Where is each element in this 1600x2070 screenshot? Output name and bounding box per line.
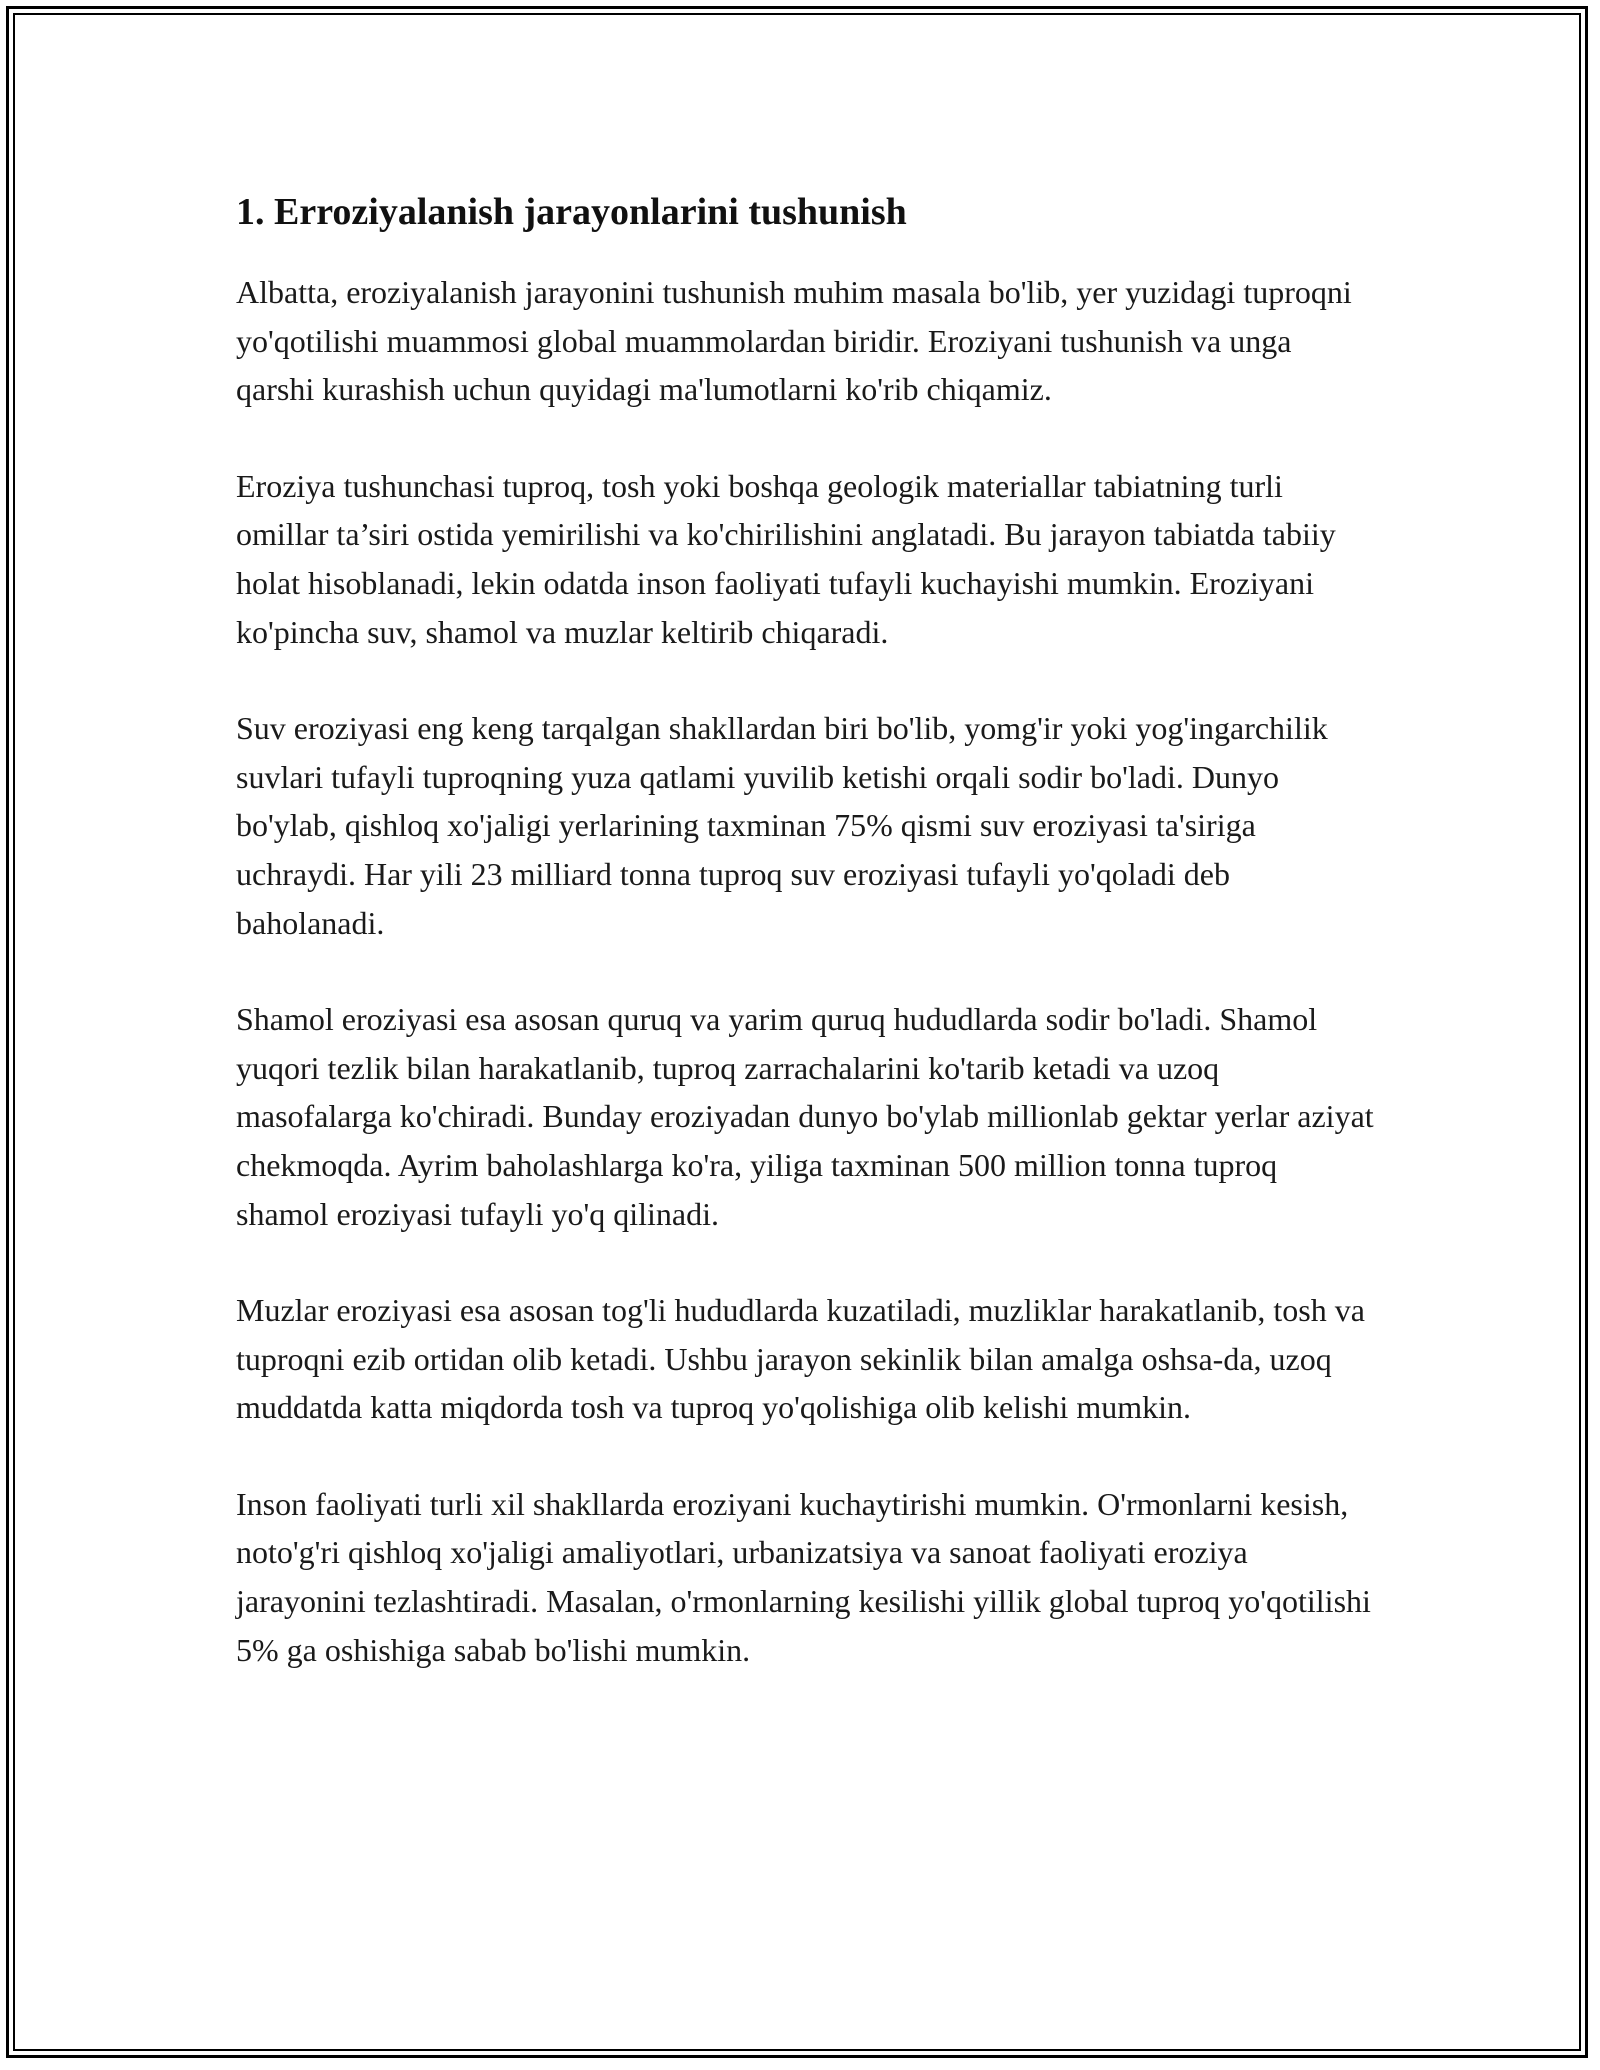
paragraph-human-activity: Inson faoliyati turli xil shakllarda eroziyani kuchaytirishi mumkin. O'rmonlarni kesish, noto'g'ri qishloq xo'jaligi amaliyotlari, urbanizatsiya va sanoat faoliyati eroziya jarayonini tezlashtiradi. Masalan, o'rmonlarning kesilishi yillik global tuproq yo'qotilishi 5% ga oshishiga sabab bo'lishi mumkin.	[236, 1485, 1371, 1668]
page-title: 1. Erroziyalanish jarayonlarini tushunish	[236, 191, 907, 233]
paragraph-intro: Albatta, eroziyalanish jarayonini tushunish muhim masala bo'lib, yer yuzidagi tuproqni yo'qotilishi muammosi global muammolardan biridir. Eroziyani tushunish va unga qarshi kurashish uchun quyidagi ma'lumotlarni ko'rib chiqamiz.	[236, 274, 1352, 408]
paragraph-wind-erosion: Shamol eroziyasi esa asosan quruq va yarim quruq hududlarda sodir bo'ladi. Shamol yuqori tezlik bilan harakatlanib, tuproq zarrachalarini ko'tarib ketadi va uzoq masofalarga ko'chiradi. Bunday eroziyadan dunyo bo'ylab millionlab gektar yerlar aziyat chekmoqda. Ayrim baholashlarga ko'ra, yiliga taxminan 500 million tonna tuproq shamol eroziyasi tufayli yo'q qilinadi.	[236, 1001, 1374, 1232]
paragraph-erosion-definition: Eroziya tushunchasi tuproq, tosh yoki boshqa geologik materiallar tabiatning turli omillar ta’siri ostida yemirilishi va ko'chirilishini anglatadi. Bu jarayon tabiatda tabiiy holat hisoblanadi, lekin odatda inson faoliyati tufayli kuchayishi mumkin. Eroziyani ko'pincha suv, shamol va muzlar keltirib chiqaradi.	[236, 467, 1336, 650]
document-body	[236, 186, 1376, 1722]
paragraph-water-erosion: Suv eroziyasi eng keng tarqalgan shakllardan biri bo'lib, yomg'ir yoki yog'ingarchilik suvlari tufayli tuproqning yuza qatlami yuvilib ketishi orqali sodir bo'ladi. Dunyo bo'ylab, qishloq xo'jaligi yerlarining taxminan 75% qismi suv eroziyasi ta'siriga uchraydi. Har yili 23 milliard tonna tuproq suv eroziyasi tufayli yo'qoladi deb baholanadi.	[236, 710, 1328, 941]
paragraph-glacier-erosion: Muzlar eroziyasi esa asosan tog'li hududlarda kuzatiladi, muzliklar harakatlanib, tosh va tuproqni ezib ortidan olib ketadi. Ushbu jarayon sekinlik bilan amalga oshsa-da, uzoq muddatda katta miqdorda tosh va tuproq yo'qolishiga olib kelishi mumkin.	[236, 1292, 1365, 1426]
